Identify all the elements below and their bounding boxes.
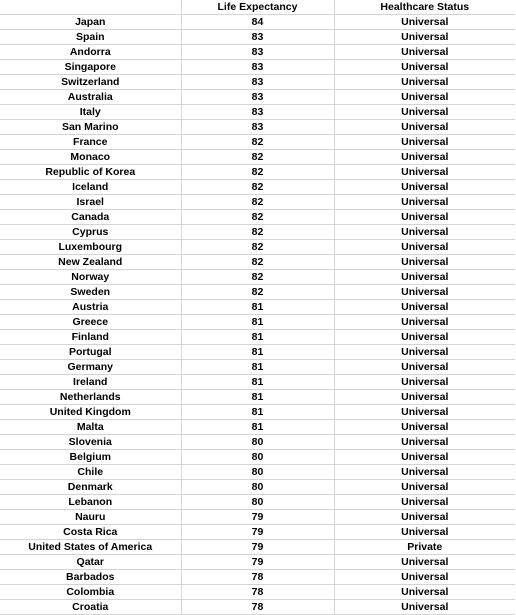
- table-row: [0, 510, 515, 525]
- life-expectancy-cell[interactable]: 80: [181, 495, 334, 510]
- life-expectancy-cell[interactable]: 79: [181, 555, 334, 570]
- header-cell-country[interactable]: [0, 0, 181, 15]
- table-row: [0, 180, 515, 195]
- healthcare-status-cell[interactable]: Universal: [334, 510, 515, 525]
- healthcare-status-cell[interactable]: Universal: [334, 315, 515, 330]
- table-row: [0, 345, 515, 360]
- healthcare-status-cell[interactable]: Universal: [334, 300, 515, 315]
- country-cell[interactable]: New Zealand: [0, 255, 181, 270]
- life-expectancy-cell[interactable]: 81: [181, 390, 334, 405]
- table-row: [0, 435, 515, 450]
- healthcare-status-cell[interactable]: Universal: [334, 90, 515, 105]
- life-expectancy-cell[interactable]: 81: [181, 300, 334, 315]
- country-cell[interactable]: United Kingdom: [0, 405, 181, 420]
- country-cell[interactable]: Iceland: [0, 180, 181, 195]
- healthcare-status-cell[interactable]: Universal: [334, 585, 515, 600]
- life-expectancy-cell[interactable]: 80: [181, 450, 334, 465]
- table-row: [0, 330, 515, 345]
- table-row: [0, 15, 515, 30]
- table-row: [0, 555, 515, 570]
- life-expectancy-cell[interactable]: 82: [181, 180, 334, 195]
- country-cell[interactable]: Singapore: [0, 60, 181, 75]
- country-cell[interactable]: San Marino: [0, 120, 181, 135]
- healthcare-status-cell[interactable]: Universal: [334, 225, 515, 240]
- healthcare-status-cell[interactable]: Universal: [334, 195, 515, 210]
- country-cell[interactable]: France: [0, 135, 181, 150]
- table-row: [0, 225, 515, 240]
- table-row: [0, 270, 515, 285]
- table-row: [0, 465, 515, 480]
- life-expectancy-cell[interactable]: 83: [181, 75, 334, 90]
- table-row: [0, 135, 515, 150]
- healthcare-status-cell[interactable]: Universal: [334, 210, 515, 225]
- healthcare-status-cell[interactable]: Universal: [334, 345, 515, 360]
- header-cell-healthcare-status[interactable]: Healthcare Status: [334, 0, 515, 15]
- country-cell[interactable]: Germany: [0, 360, 181, 375]
- life-expectancy-cell[interactable]: 82: [181, 210, 334, 225]
- country-cell[interactable]: United States of America: [0, 540, 181, 555]
- table-row: [0, 60, 515, 75]
- healthcare-status-cell[interactable]: Universal: [334, 285, 515, 300]
- life-expectancy-cell[interactable]: 82: [181, 255, 334, 270]
- life-expectancy-cell[interactable]: 82: [181, 165, 334, 180]
- table-row: [0, 210, 515, 225]
- life-expectancy-cell[interactable]: 83: [181, 90, 334, 105]
- healthcare-status-cell[interactable]: Universal: [334, 165, 515, 180]
- life-expectancy-cell[interactable]: 80: [181, 435, 334, 450]
- life-expectancy-cell[interactable]: 80: [181, 480, 334, 495]
- table-row: [0, 195, 515, 210]
- country-cell[interactable]: Austria: [0, 300, 181, 315]
- healthcare-status-cell[interactable]: Universal: [334, 330, 515, 345]
- table-row: [0, 45, 515, 60]
- life-expectancy-cell[interactable]: 81: [181, 405, 334, 420]
- country-cell[interactable]: Spain: [0, 30, 181, 45]
- country-cell[interactable]: Andorra: [0, 45, 181, 60]
- healthcare-status-cell[interactable]: Universal: [334, 405, 515, 420]
- country-cell[interactable]: Monaco: [0, 150, 181, 165]
- header-row: [0, 0, 515, 15]
- country-cell[interactable]: Greece: [0, 315, 181, 330]
- table-row: [0, 255, 515, 270]
- country-cell[interactable]: Chile: [0, 465, 181, 480]
- country-cell[interactable]: Slovenia: [0, 435, 181, 450]
- table-header: [0, 0, 515, 15]
- life-expectancy-cell[interactable]: 78: [181, 600, 334, 615]
- healthcare-status-cell[interactable]: Universal: [334, 75, 515, 90]
- country-cell[interactable]: Switzerland: [0, 75, 181, 90]
- country-cell[interactable]: Norway: [0, 270, 181, 285]
- table-row: [0, 480, 515, 495]
- life-expectancy-cell[interactable]: 81: [181, 330, 334, 345]
- table-row: [0, 30, 515, 45]
- life-expectancy-cell[interactable]: 81: [181, 315, 334, 330]
- life-expectancy-cell[interactable]: 82: [181, 270, 334, 285]
- life-expectancy-cell[interactable]: 82: [181, 285, 334, 300]
- healthcare-status-cell[interactable]: Universal: [334, 360, 515, 375]
- healthcare-status-cell[interactable]: Universal: [334, 495, 515, 510]
- country-cell[interactable]: Belgium: [0, 450, 181, 465]
- healthcare-status-cell[interactable]: Universal: [334, 270, 515, 285]
- table-row: [0, 300, 515, 315]
- life-expectancy-cell[interactable]: 79: [181, 540, 334, 555]
- life-expectancy-cell[interactable]: 82: [181, 195, 334, 210]
- table-row: [0, 570, 515, 585]
- healthcare-status-cell[interactable]: Universal: [334, 600, 515, 615]
- table-row: [0, 105, 515, 120]
- healthcare-status-cell[interactable]: Universal: [334, 480, 515, 495]
- life-expectancy-cell[interactable]: 83: [181, 120, 334, 135]
- healthcare-status-cell[interactable]: Private: [334, 540, 515, 555]
- table-row: [0, 405, 515, 420]
- healthcare-status-cell[interactable]: Universal: [334, 105, 515, 120]
- life-expectancy-cell[interactable]: 84: [181, 15, 334, 30]
- table-row: [0, 120, 515, 135]
- life-expectancy-cell[interactable]: 82: [181, 225, 334, 240]
- life-expectancy-cell[interactable]: 78: [181, 570, 334, 585]
- healthcare-status-cell[interactable]: Universal: [334, 465, 515, 480]
- healthcare-status-cell[interactable]: Universal: [334, 450, 515, 465]
- healthcare-status-cell[interactable]: Universal: [334, 555, 515, 570]
- country-cell[interactable]: Japan: [0, 15, 181, 30]
- table-row: [0, 375, 515, 390]
- country-cell[interactable]: Costa Rica: [0, 525, 181, 540]
- table-row: [0, 600, 515, 615]
- healthcare-status-cell[interactable]: Universal: [334, 255, 515, 270]
- life-expectancy-cell[interactable]: 81: [181, 360, 334, 375]
- table-row: [0, 495, 515, 510]
- country-cell[interactable]: Republic of Korea: [0, 165, 181, 180]
- life-expectancy-cell[interactable]: 81: [181, 420, 334, 435]
- country-cell[interactable]: Netherlands: [0, 390, 181, 405]
- life-expectancy-cell[interactable]: 82: [181, 240, 334, 255]
- life-expectancy-cell[interactable]: 82: [181, 150, 334, 165]
- country-cell[interactable]: Australia: [0, 90, 181, 105]
- country-cell[interactable]: Finland: [0, 330, 181, 345]
- healthcare-status-cell[interactable]: Universal: [334, 435, 515, 450]
- country-cell[interactable]: Israel: [0, 195, 181, 210]
- healthcare-status-cell[interactable]: Universal: [334, 150, 515, 165]
- life-expectancy-cell[interactable]: 80: [181, 465, 334, 480]
- healthcare-status-cell[interactable]: Universal: [334, 15, 515, 30]
- life-expectancy-cell[interactable]: 82: [181, 135, 334, 150]
- country-cell[interactable]: Malta: [0, 420, 181, 435]
- healthcare-status-cell[interactable]: Universal: [334, 45, 515, 60]
- country-cell[interactable]: Portugal: [0, 345, 181, 360]
- healthcare-status-cell[interactable]: Universal: [334, 420, 515, 435]
- country-cell[interactable]: Denmark: [0, 480, 181, 495]
- table-body: [0, 15, 515, 615]
- table-row: [0, 585, 515, 600]
- country-cell[interactable]: Colombia: [0, 585, 181, 600]
- healthcare-status-cell[interactable]: Universal: [334, 120, 515, 135]
- table-row: [0, 540, 515, 555]
- country-cell[interactable]: Italy: [0, 105, 181, 120]
- life-expectancy-cell[interactable]: 81: [181, 375, 334, 390]
- country-cell[interactable]: Lebanon: [0, 495, 181, 510]
- country-cell[interactable]: Croatia: [0, 600, 181, 615]
- life-expectancy-cell[interactable]: 83: [181, 45, 334, 60]
- healthcare-status-cell[interactable]: Universal: [334, 135, 515, 150]
- table-row: [0, 165, 515, 180]
- healthcare-status-cell[interactable]: Universal: [334, 240, 515, 255]
- healthcare-status-cell[interactable]: Universal: [334, 375, 515, 390]
- table-row: [0, 150, 515, 165]
- healthcare-status-cell[interactable]: Universal: [334, 525, 515, 540]
- table-row: [0, 240, 515, 255]
- healthcare-status-cell[interactable]: Universal: [334, 30, 515, 45]
- life-expectancy-cell[interactable]: 83: [181, 30, 334, 45]
- table-row: [0, 285, 515, 300]
- country-cell[interactable]: Barbados: [0, 570, 181, 585]
- life-expectancy-cell[interactable]: 79: [181, 510, 334, 525]
- life-expectancy-cell[interactable]: 83: [181, 105, 334, 120]
- healthcare-status-cell[interactable]: Universal: [334, 570, 515, 585]
- header-cell-life-expectancy[interactable]: Life Expectancy: [181, 0, 334, 15]
- table-row: [0, 315, 515, 330]
- table-row: [0, 90, 515, 105]
- country-cell[interactable]: Qatar: [0, 555, 181, 570]
- table-row: [0, 525, 515, 540]
- healthcare-status-cell[interactable]: Universal: [334, 390, 515, 405]
- country-cell[interactable]: Luxembourg: [0, 240, 181, 255]
- table-row: [0, 360, 515, 375]
- country-cell[interactable]: Sweden: [0, 285, 181, 300]
- country-cell[interactable]: Ireland: [0, 375, 181, 390]
- table-row: [0, 420, 515, 435]
- country-cell[interactable]: Canada: [0, 210, 181, 225]
- table-row: [0, 390, 515, 405]
- life-expectancy-cell[interactable]: 83: [181, 60, 334, 75]
- table-row: [0, 450, 515, 465]
- table-row: [0, 75, 515, 90]
- healthcare-status-cell[interactable]: Universal: [334, 60, 515, 75]
- healthcare-status-cell[interactable]: Universal: [334, 180, 515, 195]
- life-expectancy-cell[interactable]: 78: [181, 585, 334, 600]
- country-cell[interactable]: Nauru: [0, 510, 181, 525]
- life-expectancy-cell[interactable]: 79: [181, 525, 334, 540]
- country-cell[interactable]: Cyprus: [0, 225, 181, 240]
- life-expectancy-cell[interactable]: 81: [181, 345, 334, 360]
